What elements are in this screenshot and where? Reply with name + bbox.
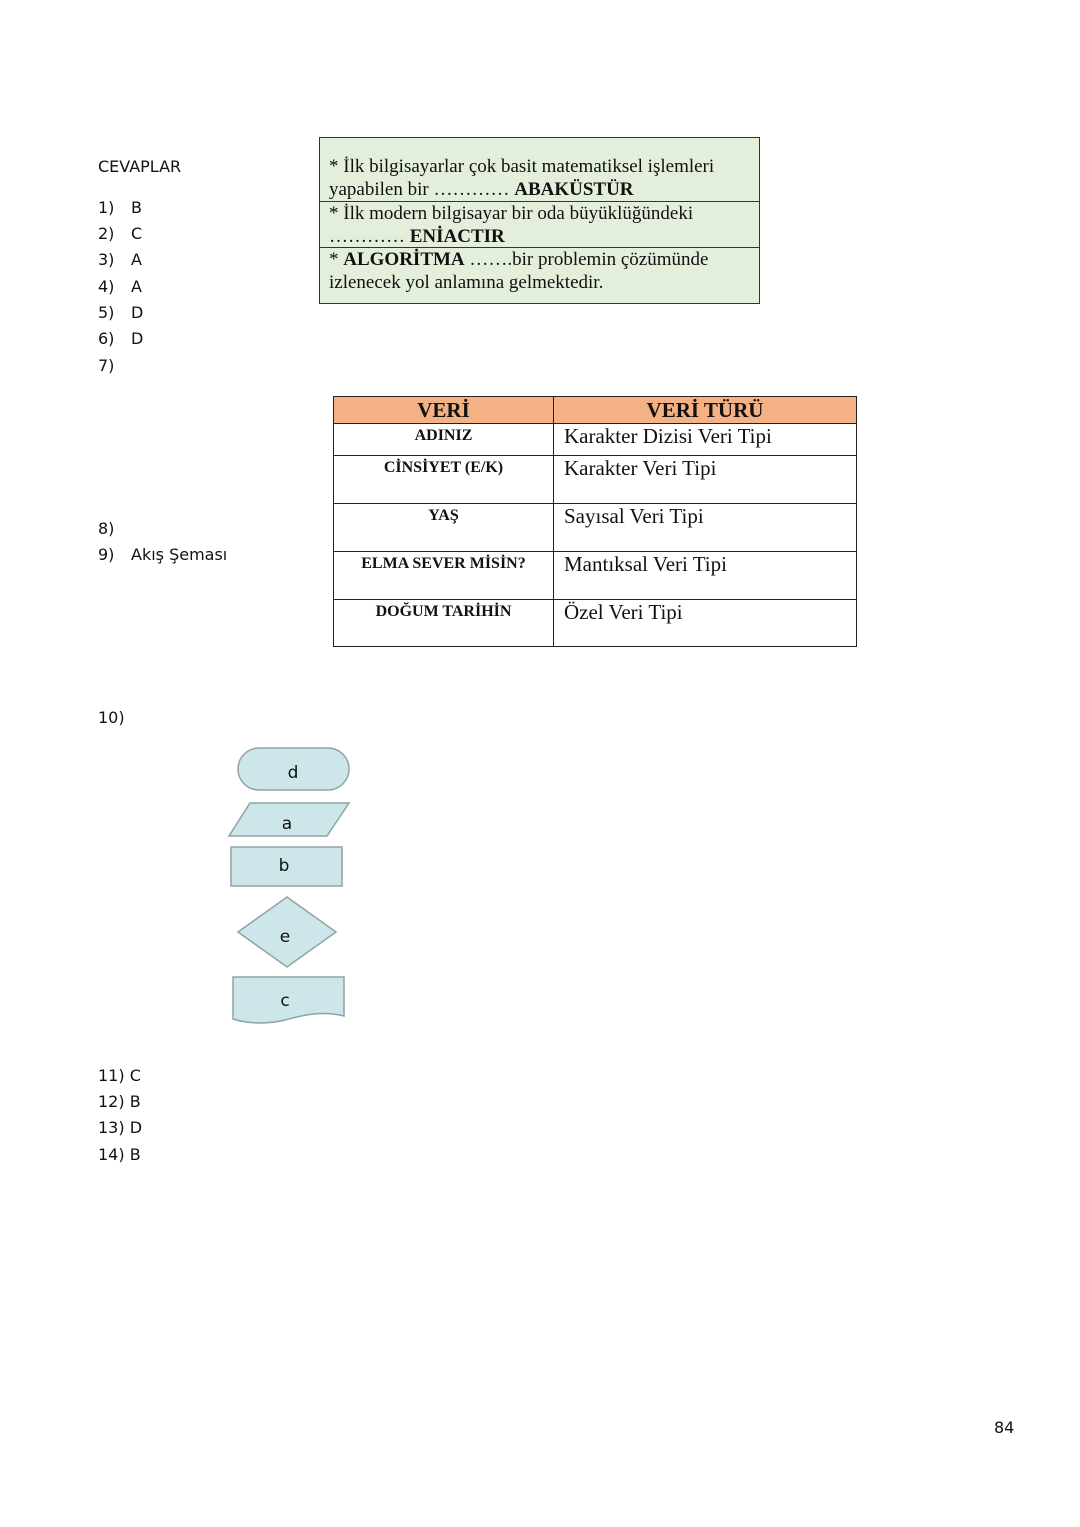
info-answer: ABAKÜSTÜR	[514, 179, 634, 200]
cell-type: Karakter Dizisi Veri Tipi	[554, 424, 857, 456]
terminal-label: d	[287, 763, 299, 783]
cell-data: ELMA SEVER MİSİN?	[334, 552, 554, 600]
answers-title: CEVAPLAR	[98, 157, 182, 176]
answer-value: B	[131, 198, 142, 217]
answer-number: 12)	[98, 1092, 125, 1111]
answer-value: A	[131, 250, 142, 269]
answer-value: D	[131, 303, 144, 322]
answer-value: C	[131, 224, 143, 243]
answer-8: 8)	[98, 519, 115, 538]
answer-value: A	[131, 277, 142, 296]
document-label: c	[280, 991, 290, 1011]
cell-type: Özel Veri Tipi	[554, 600, 857, 647]
answer-10: 10)	[98, 708, 125, 727]
answer-number: 13)	[98, 1118, 125, 1137]
cell-data: CİNSİYET (E/K)	[334, 456, 554, 504]
answer-number: 11)	[98, 1066, 125, 1085]
cell-data: DOĞUM TARİHİN	[334, 600, 554, 647]
answer-number: 2)	[98, 224, 115, 243]
cell-type: Karakter Veri Tipi	[554, 456, 857, 504]
answer-number: 7)	[98, 356, 115, 375]
answer-item	[98, 1118, 142, 1137]
page-number: 84	[994, 1418, 1015, 1437]
info-text: * İlk modern bilgisayar bir oda büyüklüğündeki …………	[329, 203, 694, 247]
answer-value: C	[129, 1066, 141, 1085]
process-label: b	[278, 856, 290, 876]
cell-data: ADINIZ	[334, 424, 554, 456]
answer-number: 4)	[98, 277, 115, 296]
answer-number: 3)	[98, 250, 115, 269]
header-veri-turu: VERİ TÜRÜ	[554, 397, 857, 424]
decision-label: e	[279, 927, 291, 947]
cell-data: YAŞ	[334, 504, 554, 552]
info-text: * İlk bilgisayarlar çok basit matematiksel işlemleri yapabilen bir …………	[329, 156, 715, 200]
answer-number: 9)	[98, 545, 115, 564]
info-text: *	[329, 249, 344, 270]
answer-number: 5)	[98, 303, 115, 322]
answer-number: 1)	[98, 198, 115, 217]
answer-number: 6)	[98, 329, 115, 348]
header-veri: VERİ	[334, 397, 554, 424]
answer-item	[98, 1092, 141, 1111]
answer-item	[98, 1145, 141, 1164]
cell-type: Mantıksal Veri Tipi	[554, 552, 857, 600]
info-answer: ALGORİTMA	[343, 249, 465, 270]
info-text: …….bir problemin çözümünde izlenecek yol anlamına gelmektedir.	[329, 249, 709, 293]
answer-value: D	[131, 329, 144, 348]
answer-number: 14)	[98, 1145, 125, 1164]
answer-value: B	[129, 1145, 141, 1164]
cell-type: Sayısal Veri Tipi	[554, 504, 857, 552]
info-answer: ENİACTIR	[409, 226, 505, 247]
answer-value: D	[129, 1118, 143, 1137]
answer-value: Akış Şeması	[131, 545, 228, 564]
io-label: a	[281, 814, 293, 834]
answer-item	[98, 1066, 141, 1085]
answer-value: B	[129, 1092, 141, 1111]
